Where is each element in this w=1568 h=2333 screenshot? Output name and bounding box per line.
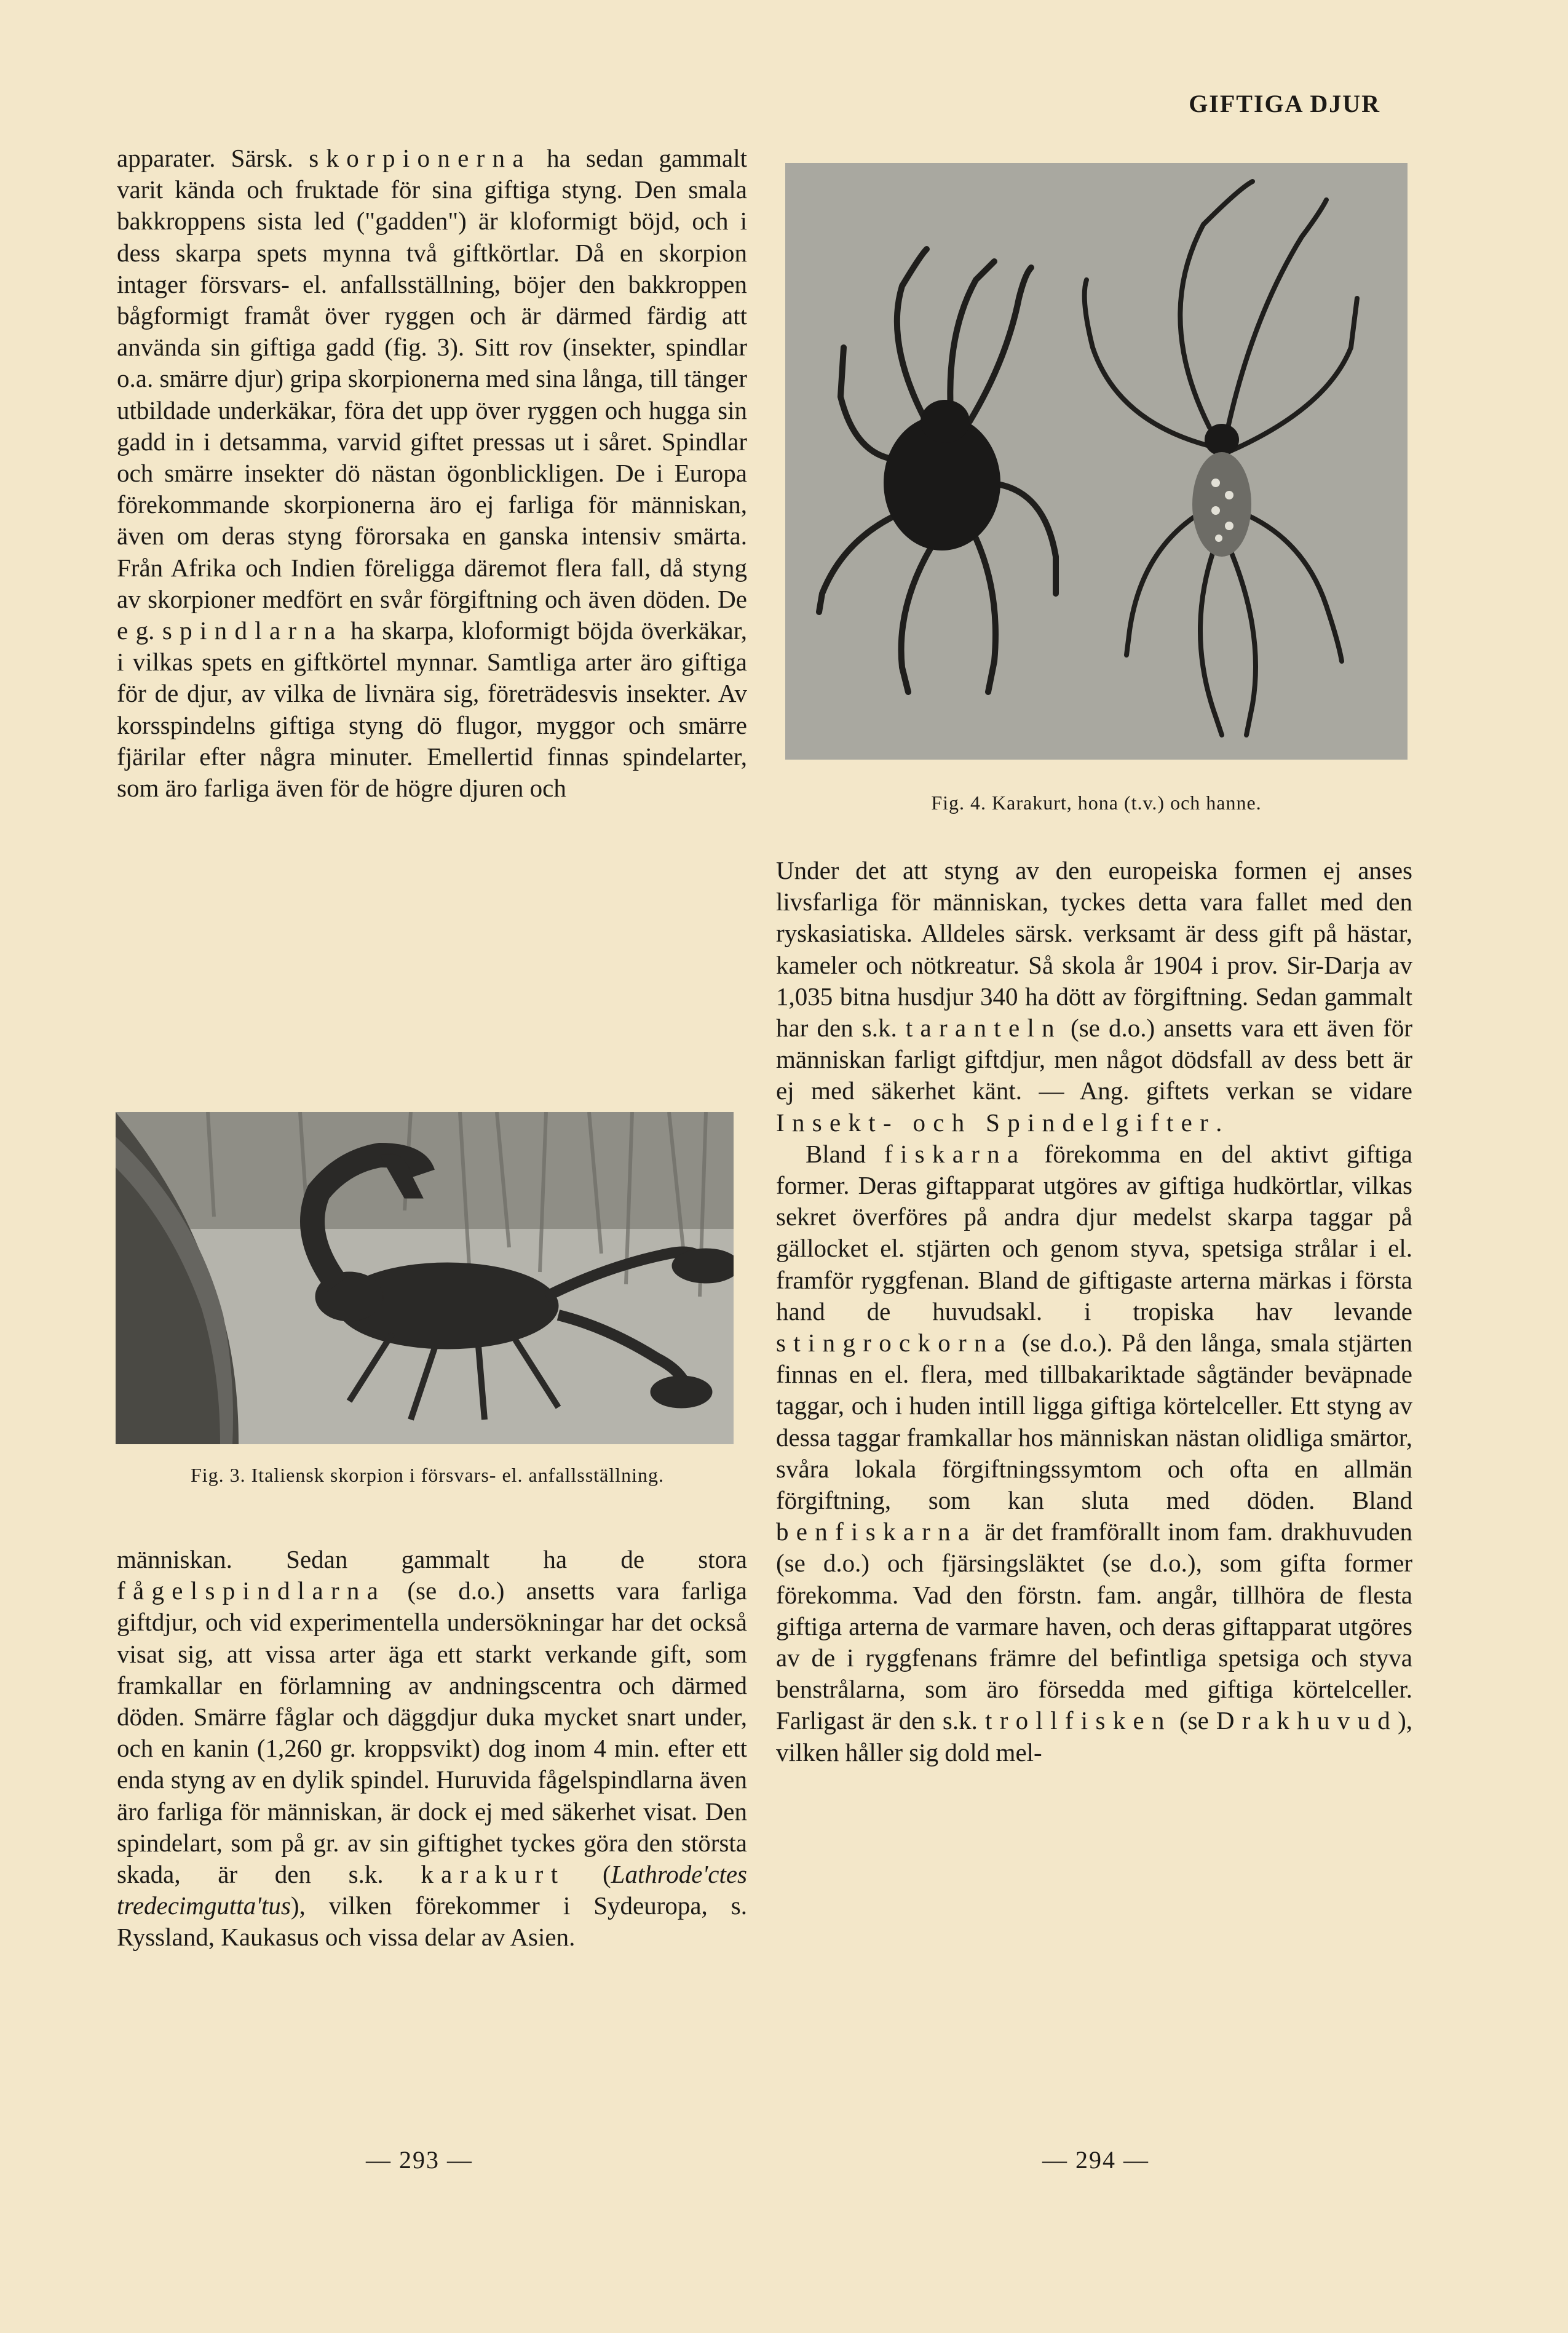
left-column-bottom-text bbox=[117, 1544, 747, 2085]
figure-3-caption: Fig. 3. Italiensk skorpion i försvars- el. anfallsställning. bbox=[190, 1464, 665, 1486]
running-head: GIFTIGA DJUR bbox=[1189, 90, 1380, 117]
paragraph: människan. Sedan gammalt ha de stora fågelspindlarna (se d.o.) ansetts vara farliga giftdjur, och vid experimentella undersökningar har det också visat sig, att vissa arter äga ett starkt verkande gift, som framkallar en förlamning av andningscentra och därmed döden. Smärre fåglar och däggdjur duka mycket snart under, och en kanin (1,260 gr. kroppsvikt) dog inom 4 min. efter ett enda styng av en dylik spindel. Huruvida fågelspindlarna även äro farliga för människan, är dock ej med säkerhet visat. Den spindelart, som på gr. av sin giftighet tyckes göra den största skada, är den s.k. karakurt (Lathrode'ctes tredecimgutta'tus), vilken förekommer i Sydeuropa, s. Ryssland, Kaukasus och vissa delar av Asien. bbox=[117, 1545, 748, 1952]
left-column-top-text bbox=[117, 143, 747, 1090]
paragraph: apparater. Särsk. skorpionerna ha sedan gammalt varit kända och fruktade för sina giftiga styng. Den smala bakkroppens sista led ("gadden") är kloformigt böjd, och i dess skarpa spets mynna två giftkörtlar. Då en skorpion intager försvars- el. anfallsställning, böjer den bakkroppen bågformigt framåt över ryggen och är därmed färdig att använda sin giftiga gadd (fig. 3). Sitt rov (insekter, spindlar o.a. smärre djur) gripa skorpionerna med sina långa, till tänger utbildade underkäkar, föra det upp över ryggen och hugga sin gadd in i detsamma, varvid giftet pressas ut i såret. Spindlar och smärre insekter dö nästan ögonblickligen. De i Europa förekommande skorpionerna äro ej farliga för människan, även om deras styng förorsaka en ganska intensiv smärta. Från Afrika och Indien föreligga däremot flera fall, då styng av skorpioner medfört en svår förgiftning och även döden. De e g. spindlarna ha skarpa, kloformigt böjda överkäkar, i vilkas spets en giftkörtel mynnar. Samtliga arter äro giftiga för de djur, av vilka de livnära sig, företrädesvis insekter. Av korsspindelns giftiga styng dö flugor, myggor och smärre fjärilar efter några minuter. Emellertid finnas spindelarter, som äro farliga även för de högre djuren och bbox=[117, 144, 748, 803]
right-column-text bbox=[776, 855, 1412, 2091]
karakurt-illustration bbox=[785, 163, 1408, 760]
paragraph: Under det att styng av den europeiska formen ej anses livsfarliga för människan, tyckes detta vara fallet med den ryskasiatiska. Alldeles särsk. verksamt är dess gift på hästar, kameler och nötkreatur. Så skola år 1904 i prov. Sir-Darja av 1,035 bitna husdjur 340 ha dött av förgiftning. Sedan gammalt har den s.k. taranteln (se d.o.) ansetts vara ett även för människan farligt giftdjur, men något dödsfall av dess bett är ej med säkerhet känt. — Ang. giftets verkan se vidare Insekt- och Spindelgifter. bbox=[776, 856, 1412, 1137]
figure-4-spider-photo bbox=[785, 163, 1408, 760]
figure-4-caption: Fig. 4. Karakurt, hona (t.v.) och hanne. bbox=[931, 792, 1262, 814]
scorpion-illustration bbox=[116, 1112, 734, 1444]
figure-3-scorpion-photo bbox=[116, 1112, 734, 1444]
page-number-left: — 293 — bbox=[366, 2146, 473, 2174]
paragraph: Bland fiskarna förekomma en del aktivt giftiga former. Deras giftapparat utgöres av giftiga hudkörtlar, vilkas sekret överföres på andra djur medelst skarpa taggar på gällocket el. stjärten och genom styva, spetsiga strålar i el. framför ryggfenan. Bland de giftigaste arterna märkas i första hand de huvudsakl. i tropiska hav levande stingrockorna (se d.o.). På den långa, smala stjärten finnas en el. flera, med tillbakariktade sågtänder beväpnade taggar, och i huden intill ligga giftiga körtelceller. Ett styng av dessa taggar framkallar hos människan nästan olidliga smärtor, svåra lokala förgiftningssymtom och ofta en allmän förgiftning, som kan sluta med döden. Bland benfiskarna är det framförallt inom fam. drakhuvuden (se d.o.) och fjärsingsläktet (se d.o.), som gifta former förekomma. Vad den förstn. fam. angår, tillhöra de flesta giftiga arterna de varmare haven, och deras giftapparat utgöres av de i ryggfenans främre del befintliga spetsiga och styva benstrålarna, som äro försedda med giftiga körtelceller. Farligast är den s.k. trollfisken (se Drakhuvud), vilken håller sig dold mel- bbox=[776, 1139, 1412, 1767]
page-number-right: — 294 — bbox=[1042, 2146, 1149, 2174]
